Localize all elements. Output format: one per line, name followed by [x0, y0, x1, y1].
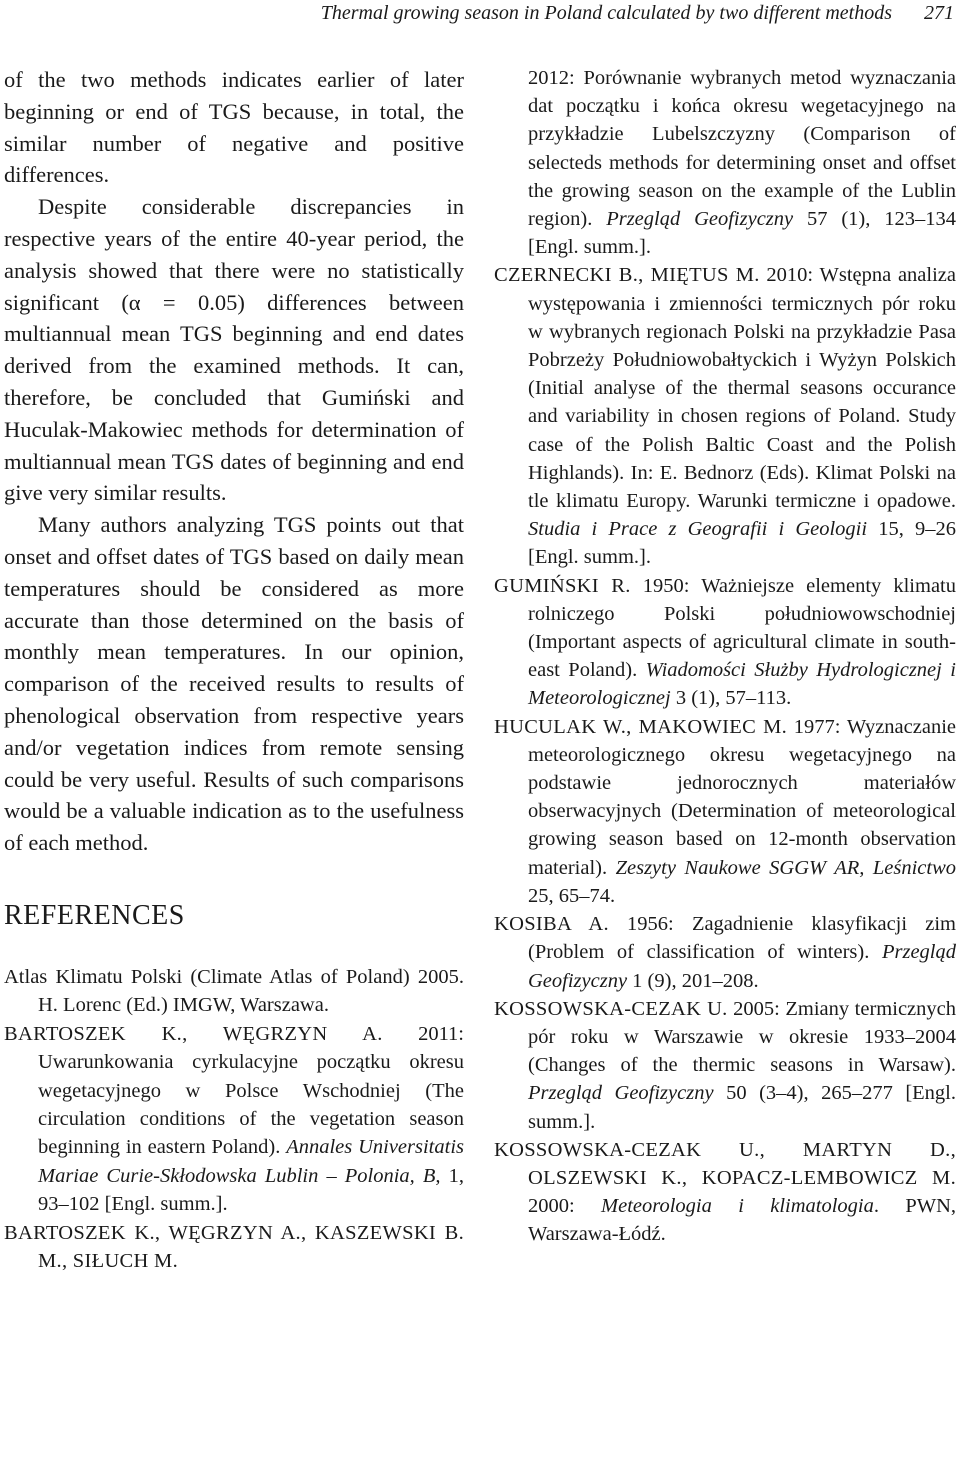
reference-details: 57 (1), 123–134 [Engl. summ.]. [528, 208, 956, 259]
reference-item [494, 995, 956, 1136]
reference-details: 50 (3–4), 265–277 [Engl. summ.]. [528, 1082, 957, 1133]
reference-title: 2005: Zmiany termicznych pór roku w Warszawie w okresie 1933–2004 (Changes of the thermic seasons in Warsaw). [528, 997, 956, 1077]
reference-authors: GUMIŃSKI R. [494, 574, 631, 597]
reference-item [494, 261, 956, 571]
reference-journal: Annales Universitatis Mariae Curie-Skłodowska Lublin – Polonia, B, [38, 1136, 464, 1187]
reference-journal: Zeszyty Naukowe SGGW AR, Leśnictwo [615, 856, 957, 879]
reference-title: 1956: Zagadnienie klasyfikacji zim (Problem of classification of winters). [528, 913, 956, 964]
right-column [494, 64, 956, 1249]
reference-details: 1, 93–102 [Engl. summ.]. [38, 1164, 464, 1216]
running-title: Thermal growing season in Poland calculated by two different methods [320, 2, 892, 24]
reference-item [494, 1136, 956, 1249]
body-paragraph: Despite considerable discrepancies in respective years of the entire 40-year period, the analysis showed that there were no statistically significant (α = 0.05) differences between multiannual mean TGS beginning and end dates derived from the examined methods. It can, therefore, be concluded that Gumiński and Huculak-Makowiec methods for determination of multiannual mean TGS dates of beginning and end give very similar results. [4, 194, 464, 506]
reference-authors: BARTOSZEK K., WĘGRZYN A. [4, 1022, 383, 1045]
reference-details: 15, 9–26 [Engl. summ.]. [528, 518, 957, 569]
reference-item [4, 1020, 464, 1219]
reference-journal: Studia i Prace z Geografii i Geologii [528, 518, 868, 541]
reference-item [494, 910, 956, 995]
reference-authors: CZERNECKI B., MIĘTUS M. [494, 264, 760, 287]
reference-title: 2011: Uwarunkowania cyrkulacyjne początku okresu wegetacyjnego w Polsce Wschodniej (The circulation conditions of the vegetation season beginning in eastern Poland). [38, 1022, 465, 1159]
left-column [4, 64, 464, 1275]
reference-title: 1950: Ważniejsze elementy klimatu rolniczego Polski południowowschodniej (Important aspects of agricultural climate in south-east Poland). [528, 574, 956, 682]
reference-item [4, 1219, 464, 1276]
reference-authors: BARTOSZEK K., WĘGRZYN A., KASZEWSKI B. M., SIŁUCH M. [4, 1221, 464, 1272]
reference-authors: KOSSOWSKA-CEZAK U., MARTYN D., OLSZEWSKI K., KOPACZ-LEMBOWICZ M. [494, 1138, 956, 1189]
reference-text: Atlas Klimatu Polski (Climate Atlas of Poland) 2005. H. Lorenc (Ed.) IMGW, Warszawa. [4, 965, 464, 1017]
reference-details: . PWN, Warszawa-Łódź. [528, 1195, 956, 1246]
reference-journal: Przegląd Geofizyczny [528, 941, 956, 992]
reference-details: 3 (1), 57–113. [670, 687, 792, 710]
reference-authors: KOSIBA A. [494, 913, 609, 936]
reference-item [494, 572, 956, 713]
reference-title: 2010: Wstępna analiza występowania i zmienności termicznych pór roku w wybranych regionach Polski na przykładzie Pasa Pobrzeży Południowobałtyckich i Wyżyn Polskich (Initial analyse of the thermal seasons occurance and variability in chosen regions of Poland. Study case of the Polish Baltic Coast and the Polish Highlands). In: E. Bednorz (Eds). Klimat Polski na tle klimatu Europy. Warunki termiczne i opadowe. [528, 264, 956, 513]
reference-item [494, 713, 956, 910]
reference-details: 1 (9), 201–208. [627, 969, 759, 992]
reference-item [4, 963, 464, 1020]
reference-title: 1977: Wyznaczanie meteorologicznego okresu wegetacyjnego na podstawie jednorocznych materiałów obserwacyjnych (Determination of meteorological growing season based on 12-month observation material). [528, 715, 956, 879]
body-paragraph: Many authors analyzing TGS points out that onset and offset dates of TGS based on daily mean temperatures should be considered as more accurate than those determined on the basis of monthly mean temperatures. In our opinion, comparison of the received results to results of phenological observation from respective years and/or vegetation indices from remote sensing could be very useful. Results of such comparisons would be a valuable indication as to the usefulness of each method. [4, 512, 464, 856]
reference-details: 25, 65–74. [528, 884, 616, 907]
reference-item-continued [494, 64, 956, 261]
body-paragraph: of the two methods indicates earlier of later beginning or end of TGS because, in total, the similar number of negative and positive differences. [4, 67, 464, 188]
reference-journal: Przegląd Geofizyczny [606, 208, 794, 231]
reference-journal: Meteorologia i klimatologia [601, 1195, 874, 1218]
reference-journal: Wiadomości Służby Hydrologicznej i Meteorologicznej [528, 659, 956, 710]
running-head [0, 0, 960, 30]
reference-authors: KOSSOWSKA-CEZAK U. [494, 997, 728, 1020]
references-heading: REFERENCES [4, 899, 185, 931]
reference-journal: Przegląd Geofizyczny [528, 1082, 714, 1105]
page-number: 271 [924, 2, 954, 24]
reference-title: 2012: Porównanie wybranych metod wyznaczania dat początku i końca okresu wegetacyjnego na przykładzie Lubelszczyzny (Comparison of selecteds methods for determining onset and offset the growing season on the example of the Lublin region). [528, 67, 956, 231]
reference-authors: HUCULAK W., MAKOWIEC M. [494, 715, 788, 738]
reference-title: 2000: [528, 1195, 602, 1218]
